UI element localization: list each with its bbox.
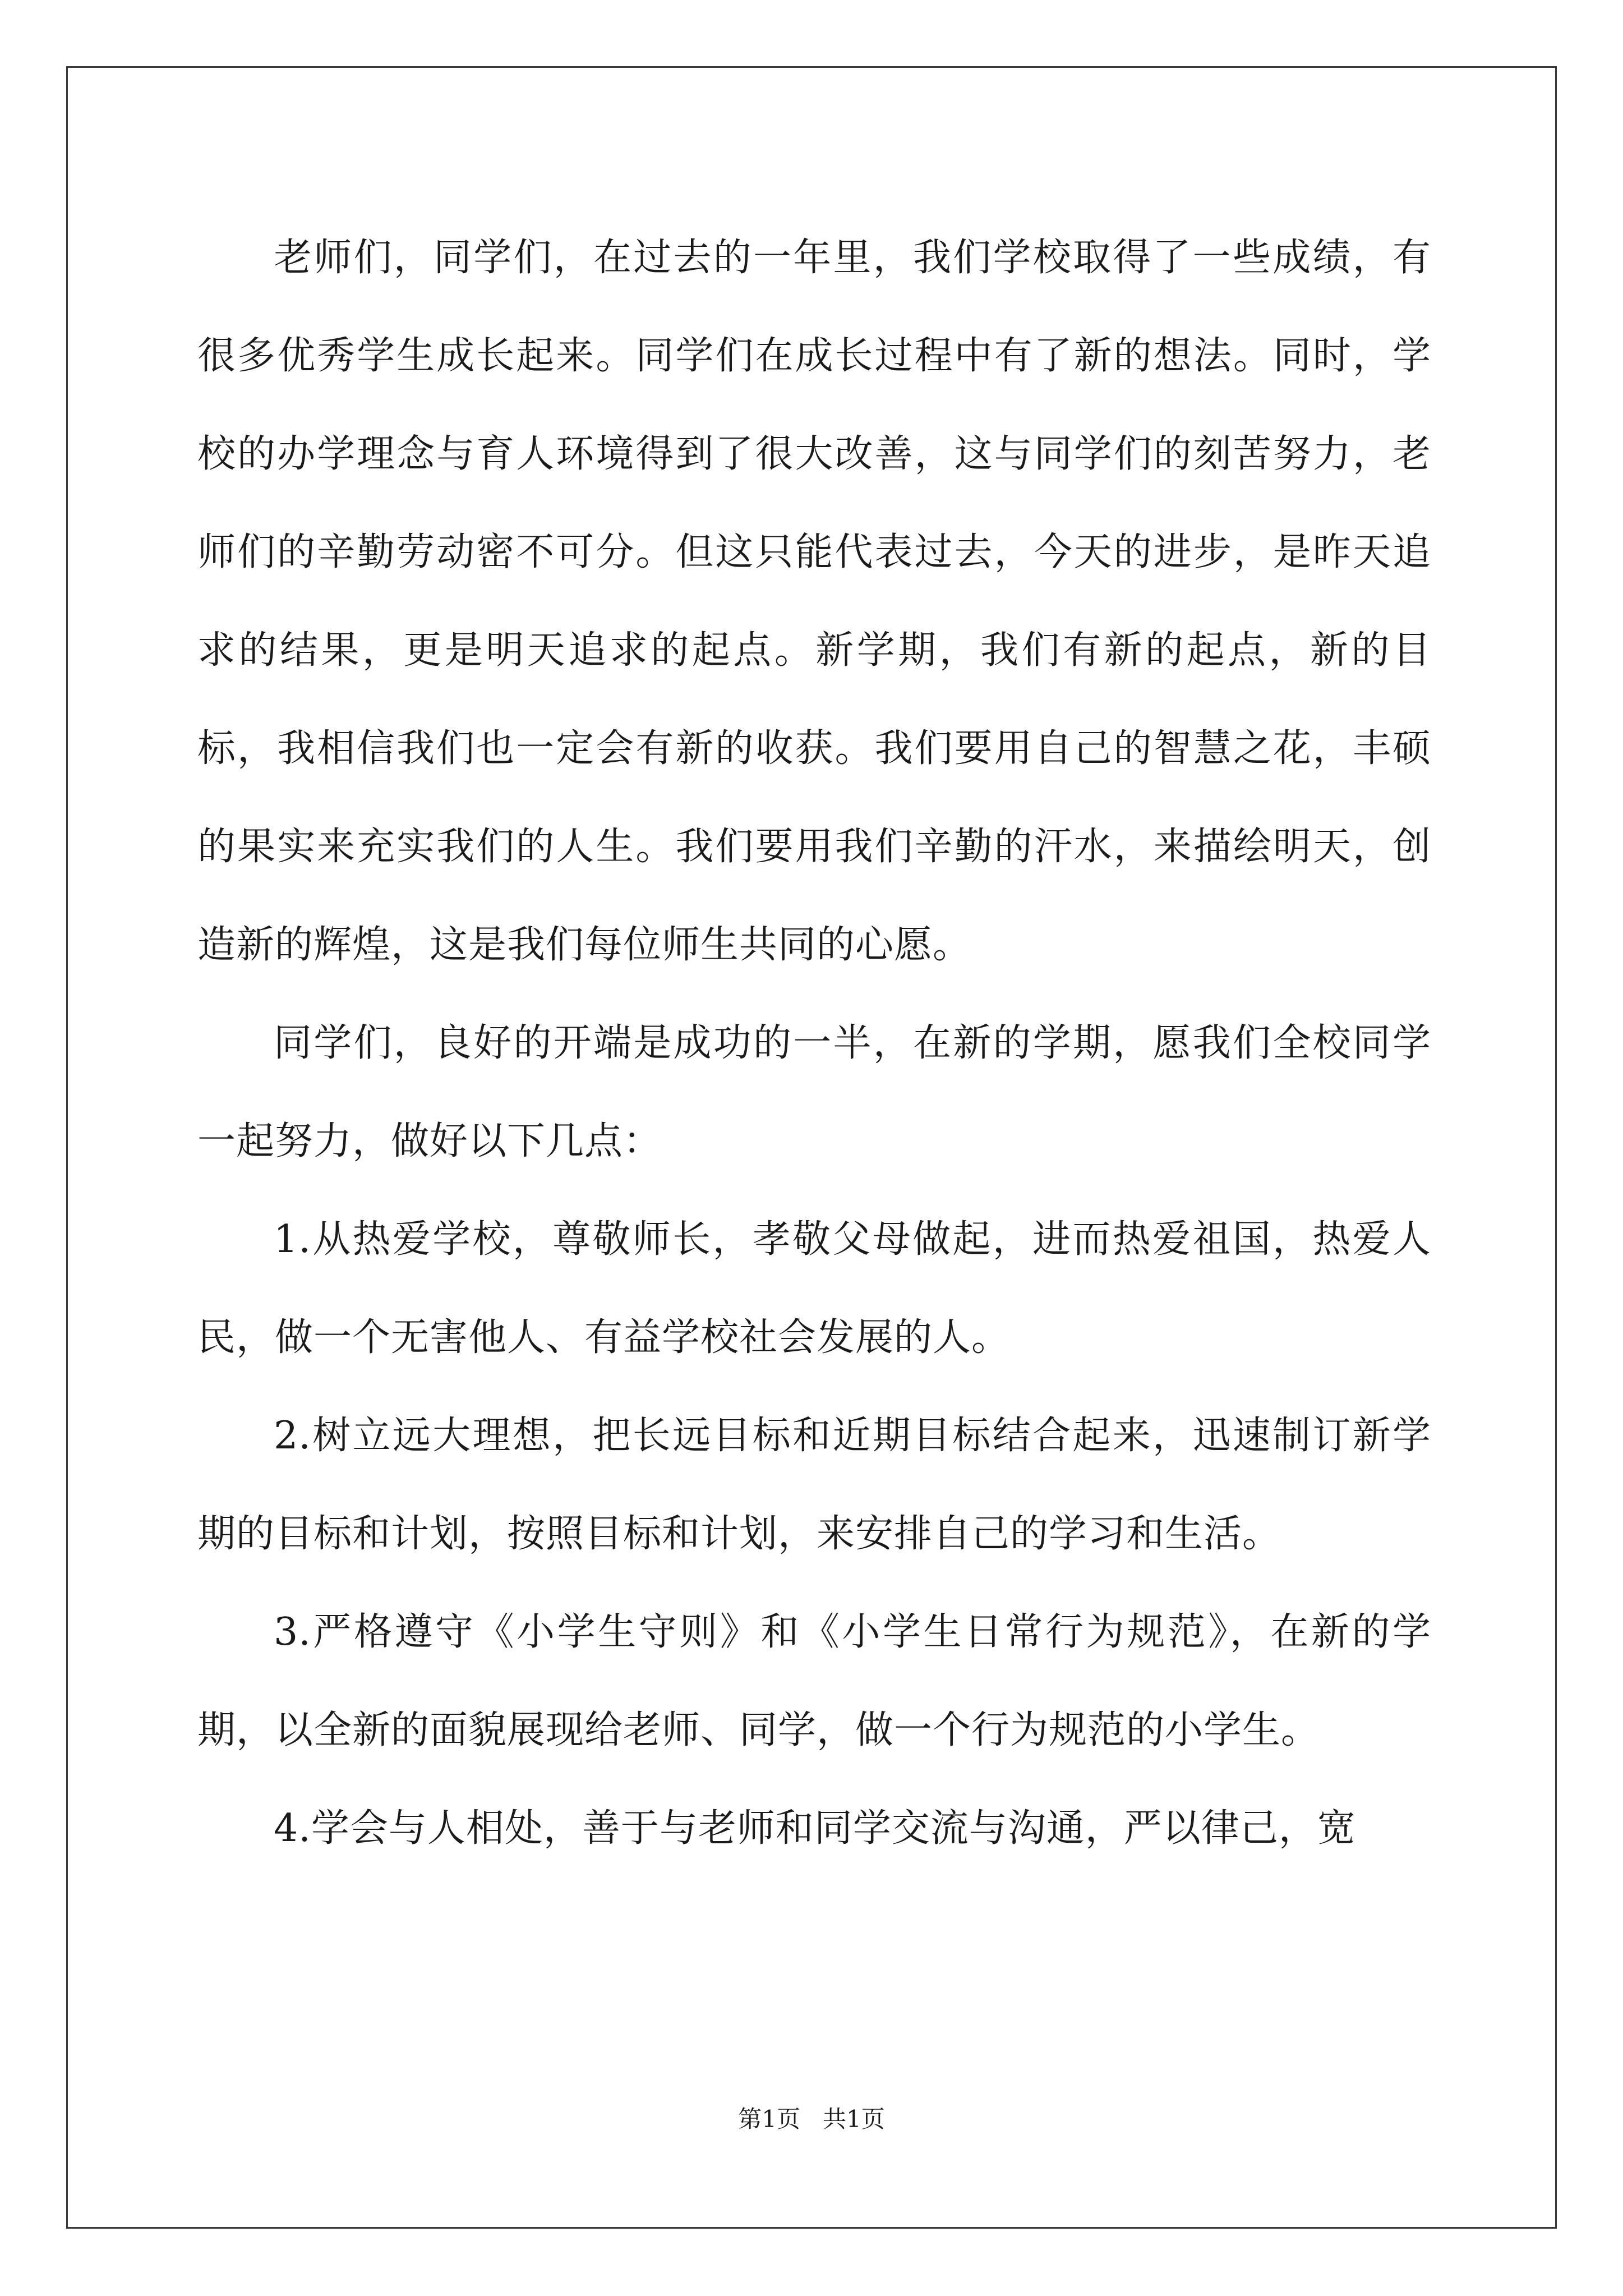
list-item-3: 3.严格遵守《小学生守则》和《小学生日常行为规范》，在新的学期，以全新的面貌展现给老师、同学，做一个行为规范的小学生。 bbox=[197, 1610, 1431, 1752]
list-item-4: 4.学会与人相处，善于与老师和同学交流与沟通，严以律己，宽 bbox=[274, 1806, 1356, 1851]
page-total: 共1页 bbox=[823, 2105, 885, 2133]
document-body bbox=[197, 209, 1431, 1878]
page-number: 第1页 bbox=[738, 2105, 800, 2133]
paragraph-2: 同学们，良好的开端是成功的一半，在新的学期，愿我们全校同学一起努力，做好以下几点： bbox=[197, 1021, 1431, 1163]
page-footer bbox=[0, 2101, 1623, 2134]
paragraph-1: 老师们，同学们，在过去的一年里，我们学校取得了一些成绩，有很多优秀学生成长起来。同学们在成长过程中有了新的想法。同时，学校的办学理念与育人环境得到了很大改善，这与同学们的刻苦努力，老师们的辛勤劳动密不可分。但这只能代表过去，今天的进步，是昨天追求的结果，更是明天追求的起点。新学期，我们有新的起点，新的目标，我相信我们也一定会有新的收获。我们要用自己的智慧之花，丰硕的果实来充实我们的人生。我们要用我们辛勤的汗水，来描绘明天，创造新的辉煌，这是我们每位师生共同的心愿。 bbox=[197, 236, 1431, 967]
list-item-2: 2.树立远大理想，把长远目标和近期目标结合起来，迅速制订新学期的目标和计划，按照目标和计划，来安排自己的学习和生活。 bbox=[197, 1414, 1431, 1556]
list-item-1: 1.从热爱学校，尊敬师长，孝敬父母做起，进而热爱祖国，热爱人民，做一个无害他人、有益学校社会发展的人。 bbox=[197, 1217, 1431, 1360]
